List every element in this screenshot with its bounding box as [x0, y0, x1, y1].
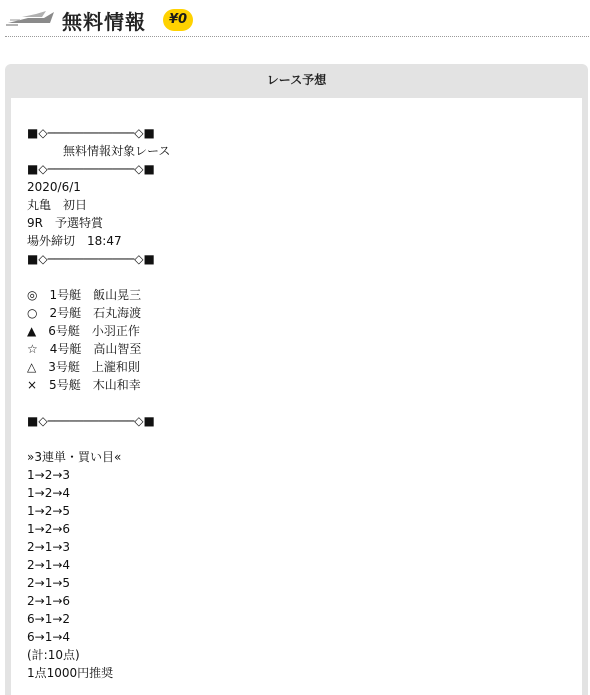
prediction-item: ◎ 1号艇 飯山晃三	[27, 288, 142, 302]
prediction-item: △ 3号艇 上瀧和則	[27, 360, 140, 374]
prediction-content	[27, 124, 567, 682]
bet-item: 1→2→4	[27, 486, 71, 500]
prediction-item: ☆ 4号艇 高山智至	[27, 342, 142, 356]
prediction-item: ▲ 6号艇 小羽正作	[27, 324, 140, 338]
separator-line: ■◇────────────◇■	[27, 252, 155, 266]
page-title: 無料情報	[62, 10, 146, 34]
boat-icon	[6, 8, 56, 32]
bets-title: »3連単・買い目«	[27, 450, 122, 464]
bet-item: 2→1→4	[27, 558, 71, 572]
bet-item: 2→1→5	[27, 576, 71, 590]
bets-recommendation: 1点1000円推奨	[27, 666, 114, 680]
race-name: 9R 予選特賞	[27, 216, 103, 230]
bet-item: 2→1→6	[27, 594, 71, 608]
spacer	[27, 268, 567, 286]
bet-item: 1→2→5	[27, 504, 71, 518]
race-venue-day: 丸亀 初日	[27, 198, 88, 212]
target-race-title: 無料情報対象レース	[63, 144, 171, 158]
prediction-item: × 5号艇 木山和幸	[27, 378, 141, 392]
header	[0, 0, 590, 36]
bet-item: 1→2→3	[27, 468, 71, 482]
race-prediction-panel	[5, 64, 588, 695]
bets-total: (計:10点)	[27, 648, 80, 662]
bet-item: 2→1→3	[27, 540, 71, 554]
bet-item: 6→1→2	[27, 612, 71, 626]
spacer	[27, 430, 567, 448]
header-divider	[5, 36, 589, 37]
race-deadline: 場外締切 18:47	[27, 234, 122, 248]
race-date: 2020/6/1	[27, 180, 81, 194]
bet-item: 1→2→6	[27, 522, 71, 536]
bet-item: 6→1→4	[27, 630, 71, 644]
price-badge: ¥0	[163, 9, 193, 31]
panel-title: レース予想	[266, 73, 327, 87]
separator-line: ■◇────────────◇■	[27, 126, 155, 140]
panel-body	[11, 98, 582, 695]
separator-line: ■◇────────────◇■	[27, 414, 155, 428]
prediction-item: ○ 2号艇 石丸海渡	[27, 306, 142, 320]
separator-line: ■◇────────────◇■	[27, 162, 155, 176]
spacer	[27, 394, 567, 412]
